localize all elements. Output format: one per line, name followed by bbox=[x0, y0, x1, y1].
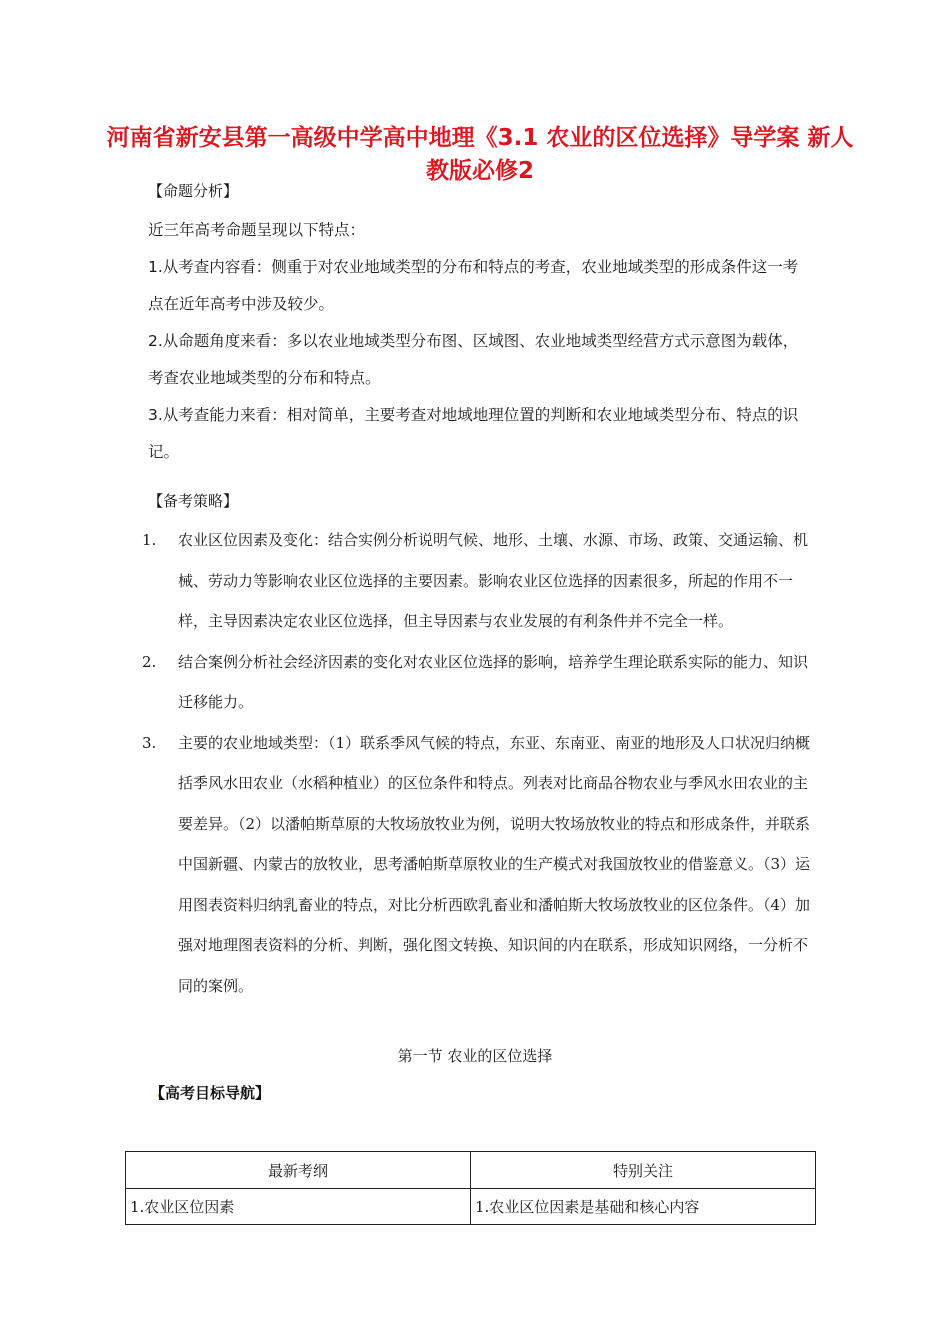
table-header-row bbox=[126, 1152, 816, 1189]
table-row bbox=[126, 1189, 816, 1225]
goal-heading: 【高考目标导航】 bbox=[150, 1084, 271, 1102]
strategy-item-number: 3. bbox=[142, 733, 157, 752]
analysis-heading: 【命题分析】 bbox=[148, 182, 239, 200]
analysis-point: 1.从考查内容看：侧重于对农业地域类型的分布和特点的考查，农业地域类型的形成条件这一考点在近年高考中涉及较少。 bbox=[148, 258, 799, 313]
analysis-intro: 近三年高考命题呈现以下特点： bbox=[148, 221, 366, 239]
table-cell: 1.农业区位因素 bbox=[126, 1189, 471, 1225]
table-header-cell: 特别关注 bbox=[471, 1152, 816, 1189]
outline-table bbox=[125, 1151, 816, 1225]
analysis-point: 2.从命题角度来看：多以农业地域类型分布图、区域图、农业地域类型经营方式示意图为载体，考查农业地域类型的分布和特点。 bbox=[148, 332, 799, 387]
strategy-item bbox=[142, 520, 814, 642]
strategy-heading: 【备考策略】 bbox=[148, 492, 239, 510]
table-header-cell: 最新考纲 bbox=[126, 1152, 471, 1189]
strategy-item-text: 主要的农业地域类型：（1）联系季风气候的特点，东亚、东南亚、南亚的地形及人口状况归纳概括季风水田农业（水稻种植业）的区位条件和特点。列表对比商品谷物农业与季风水田农业的主要差异。（2）以潘帕斯草原的大牧场放牧业为例，说明大牧场放牧业的特点和形成条件，并联系中国新疆、内蒙古的放牧业，思考潘帕斯草原牧业的生产模式对我国放牧业的借鉴意义。（3）运用图表资料归纳乳畜业的特点，对比分析西欧乳畜业和潘帕斯大牧场放牧业的区位条件。（4）加强对地理图表资料的分析、判断，强化图文转换、知识间的内在联系，形成知识网络，一分析不同的案例。 bbox=[178, 733, 811, 995]
strategy-item bbox=[142, 723, 814, 1007]
table-cell: 1.农业区位因素是基础和核心内容 bbox=[471, 1189, 816, 1225]
analysis-block bbox=[148, 212, 808, 471]
strategy-item-number: 1. bbox=[142, 531, 157, 549]
strategy-list bbox=[142, 520, 814, 1006]
analysis-point: 3.从考查能力来看：相对简单，主要考查对地域地理位置的判断和农业地域类型分布、特点的识记。 bbox=[148, 406, 799, 461]
strategy-item-text: 农业区位因素及变化：结合实例分析说明气候、地形、土壤、水源、市场、政策、交通运输、机械、劳动力等影响农业区位选择的主要因素。影响农业区位选择的因素很多，所起的作用不一样，主导因素决定农业区位选择，但主导因素与农业发展的有利条件并不完全一样。 bbox=[178, 531, 809, 630]
section-title: 第一节 农业的区位选择 bbox=[397, 1047, 553, 1065]
strategy-item-number: 2. bbox=[142, 652, 157, 671]
document-title: 河南省新安县第一高级中学高中地理《3.1 农业的区位选择》导学案 新人教版必修2 bbox=[106, 125, 854, 184]
strategy-item bbox=[142, 642, 814, 723]
strategy-item-text: 结合案例分析社会经济因素的变化对农业区位选择的影响，培养学生理论联系实际的能力、知识迁移能力。 bbox=[178, 652, 809, 711]
